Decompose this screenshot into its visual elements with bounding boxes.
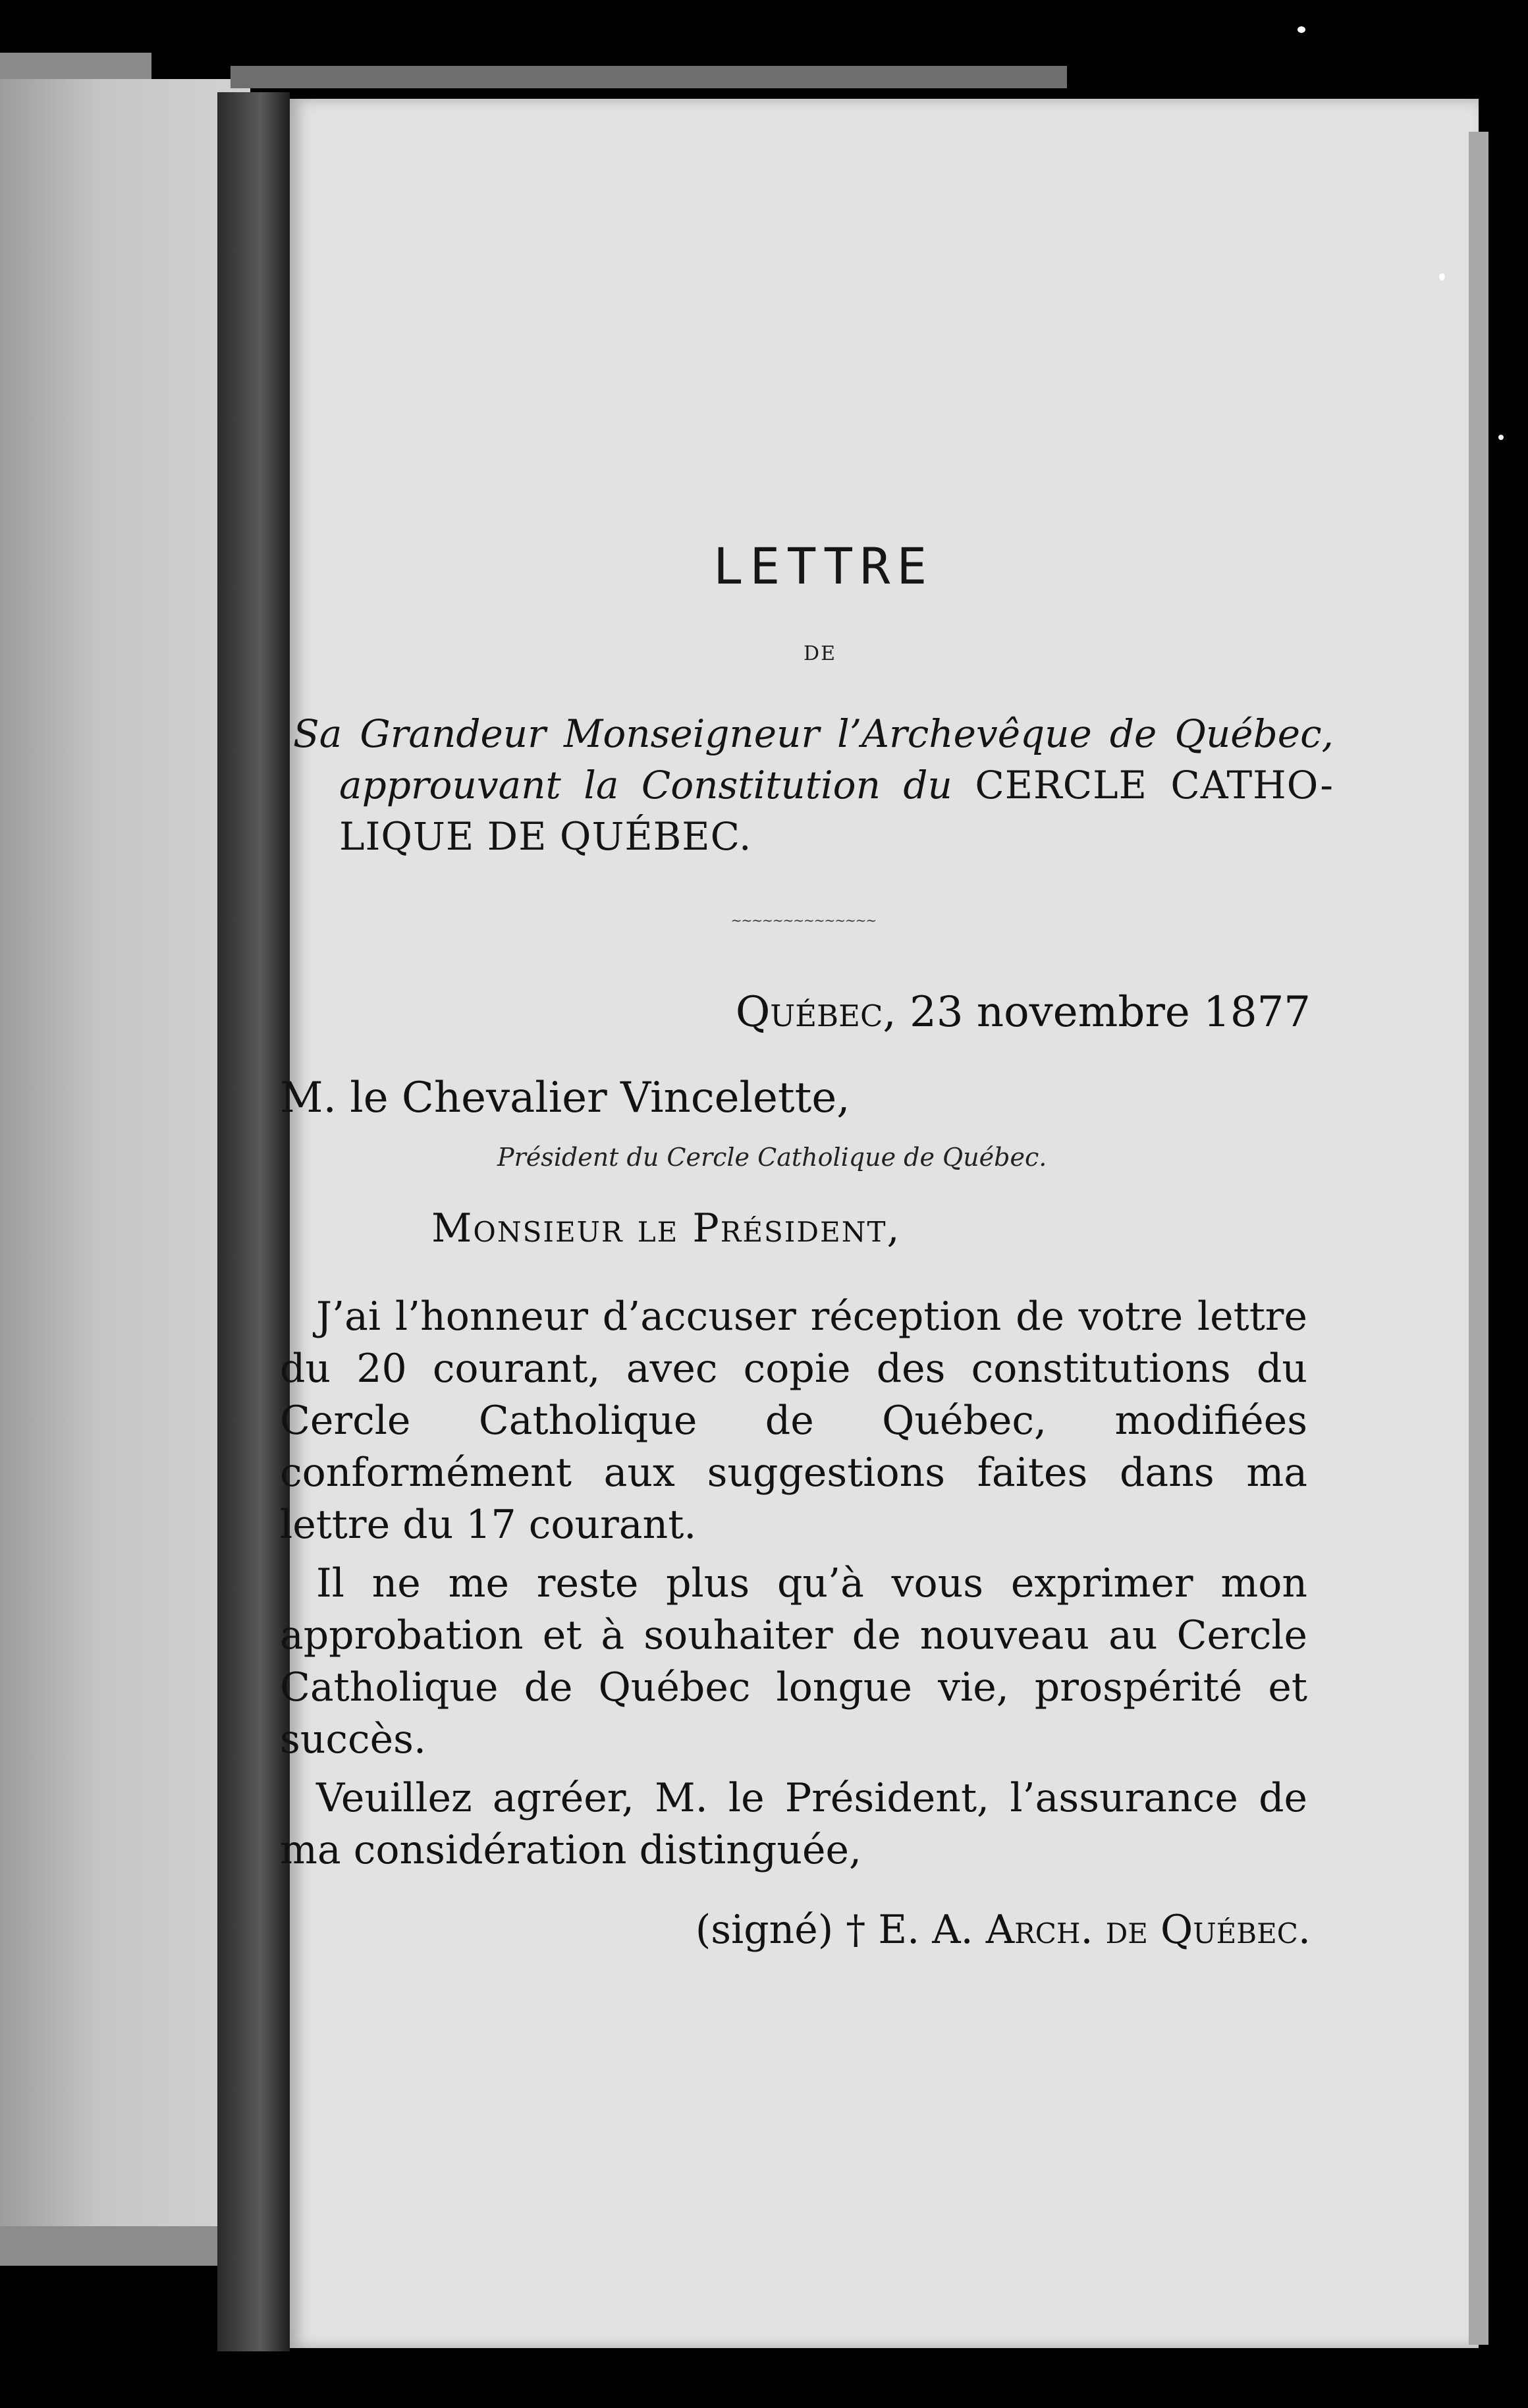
heading-line-1: Sa Grandeur Monseigneur l’Archevêque de Québec,	[293, 711, 1334, 756]
heading-line-2-smallcaps: CERCLE CATHO-	[975, 763, 1334, 807]
heading-line-2-italic: approuvant la Constitution du	[339, 763, 952, 807]
dust-speck	[1498, 435, 1504, 440]
book-gutter	[217, 92, 290, 2351]
left-page-bottom-edge	[0, 2226, 250, 2266]
dateline	[718, 988, 1311, 1037]
letter-title: LETTRE	[713, 537, 934, 595]
page-right-edge	[1469, 132, 1488, 2345]
letter-heading	[293, 708, 1334, 862]
letter-body	[280, 1291, 1307, 1876]
signature	[395, 1907, 1311, 1953]
body-paragraph: Veuillez agréer, M. le Président, l’assurance de ma considération distinguée,	[280, 1775, 1307, 1873]
ornament-divider: ~~~~~~~~~~~~~~	[730, 912, 877, 928]
recipient-title: Président du Cercle Catholique de Québec.	[497, 1143, 1047, 1172]
page-top-edge	[231, 66, 1067, 88]
dateline-place: Québec	[735, 988, 883, 1037]
signature-signed: (signé) † E. A.	[695, 1907, 973, 1953]
heading-line-3: LIQUE DE QUÉBEC.	[339, 814, 752, 859]
dust-speck	[1439, 273, 1445, 281]
dateline-date: , 23 novembre 1877	[883, 988, 1311, 1037]
recipient: M. le Chevalier Vincelette,	[280, 1074, 850, 1122]
signature-name: Arch. de Québec.	[973, 1907, 1311, 1953]
body-paragraph: J’ai l’honneur d’accuser réception de votre lettre du 20 courant, avec copie des constitutions du Cercle Catholique de Québec, modifiées conformément aux suggestions faites dans ma lettre du 17 courant.	[280, 1294, 1307, 1548]
left-page	[0, 79, 250, 2253]
dust-speck	[1297, 26, 1305, 33]
heading-line-2	[293, 759, 1334, 811]
letter-subtitle-de: DE	[804, 642, 836, 665]
body-paragraph: Il ne me reste plus qu’à vous exprimer mon approbation et à souhaiter de nouveau au Cercle Catholique de Québec longue vie, prospérité et succès.	[280, 1560, 1307, 1763]
salutation: Monsieur le Président,	[431, 1205, 901, 1251]
